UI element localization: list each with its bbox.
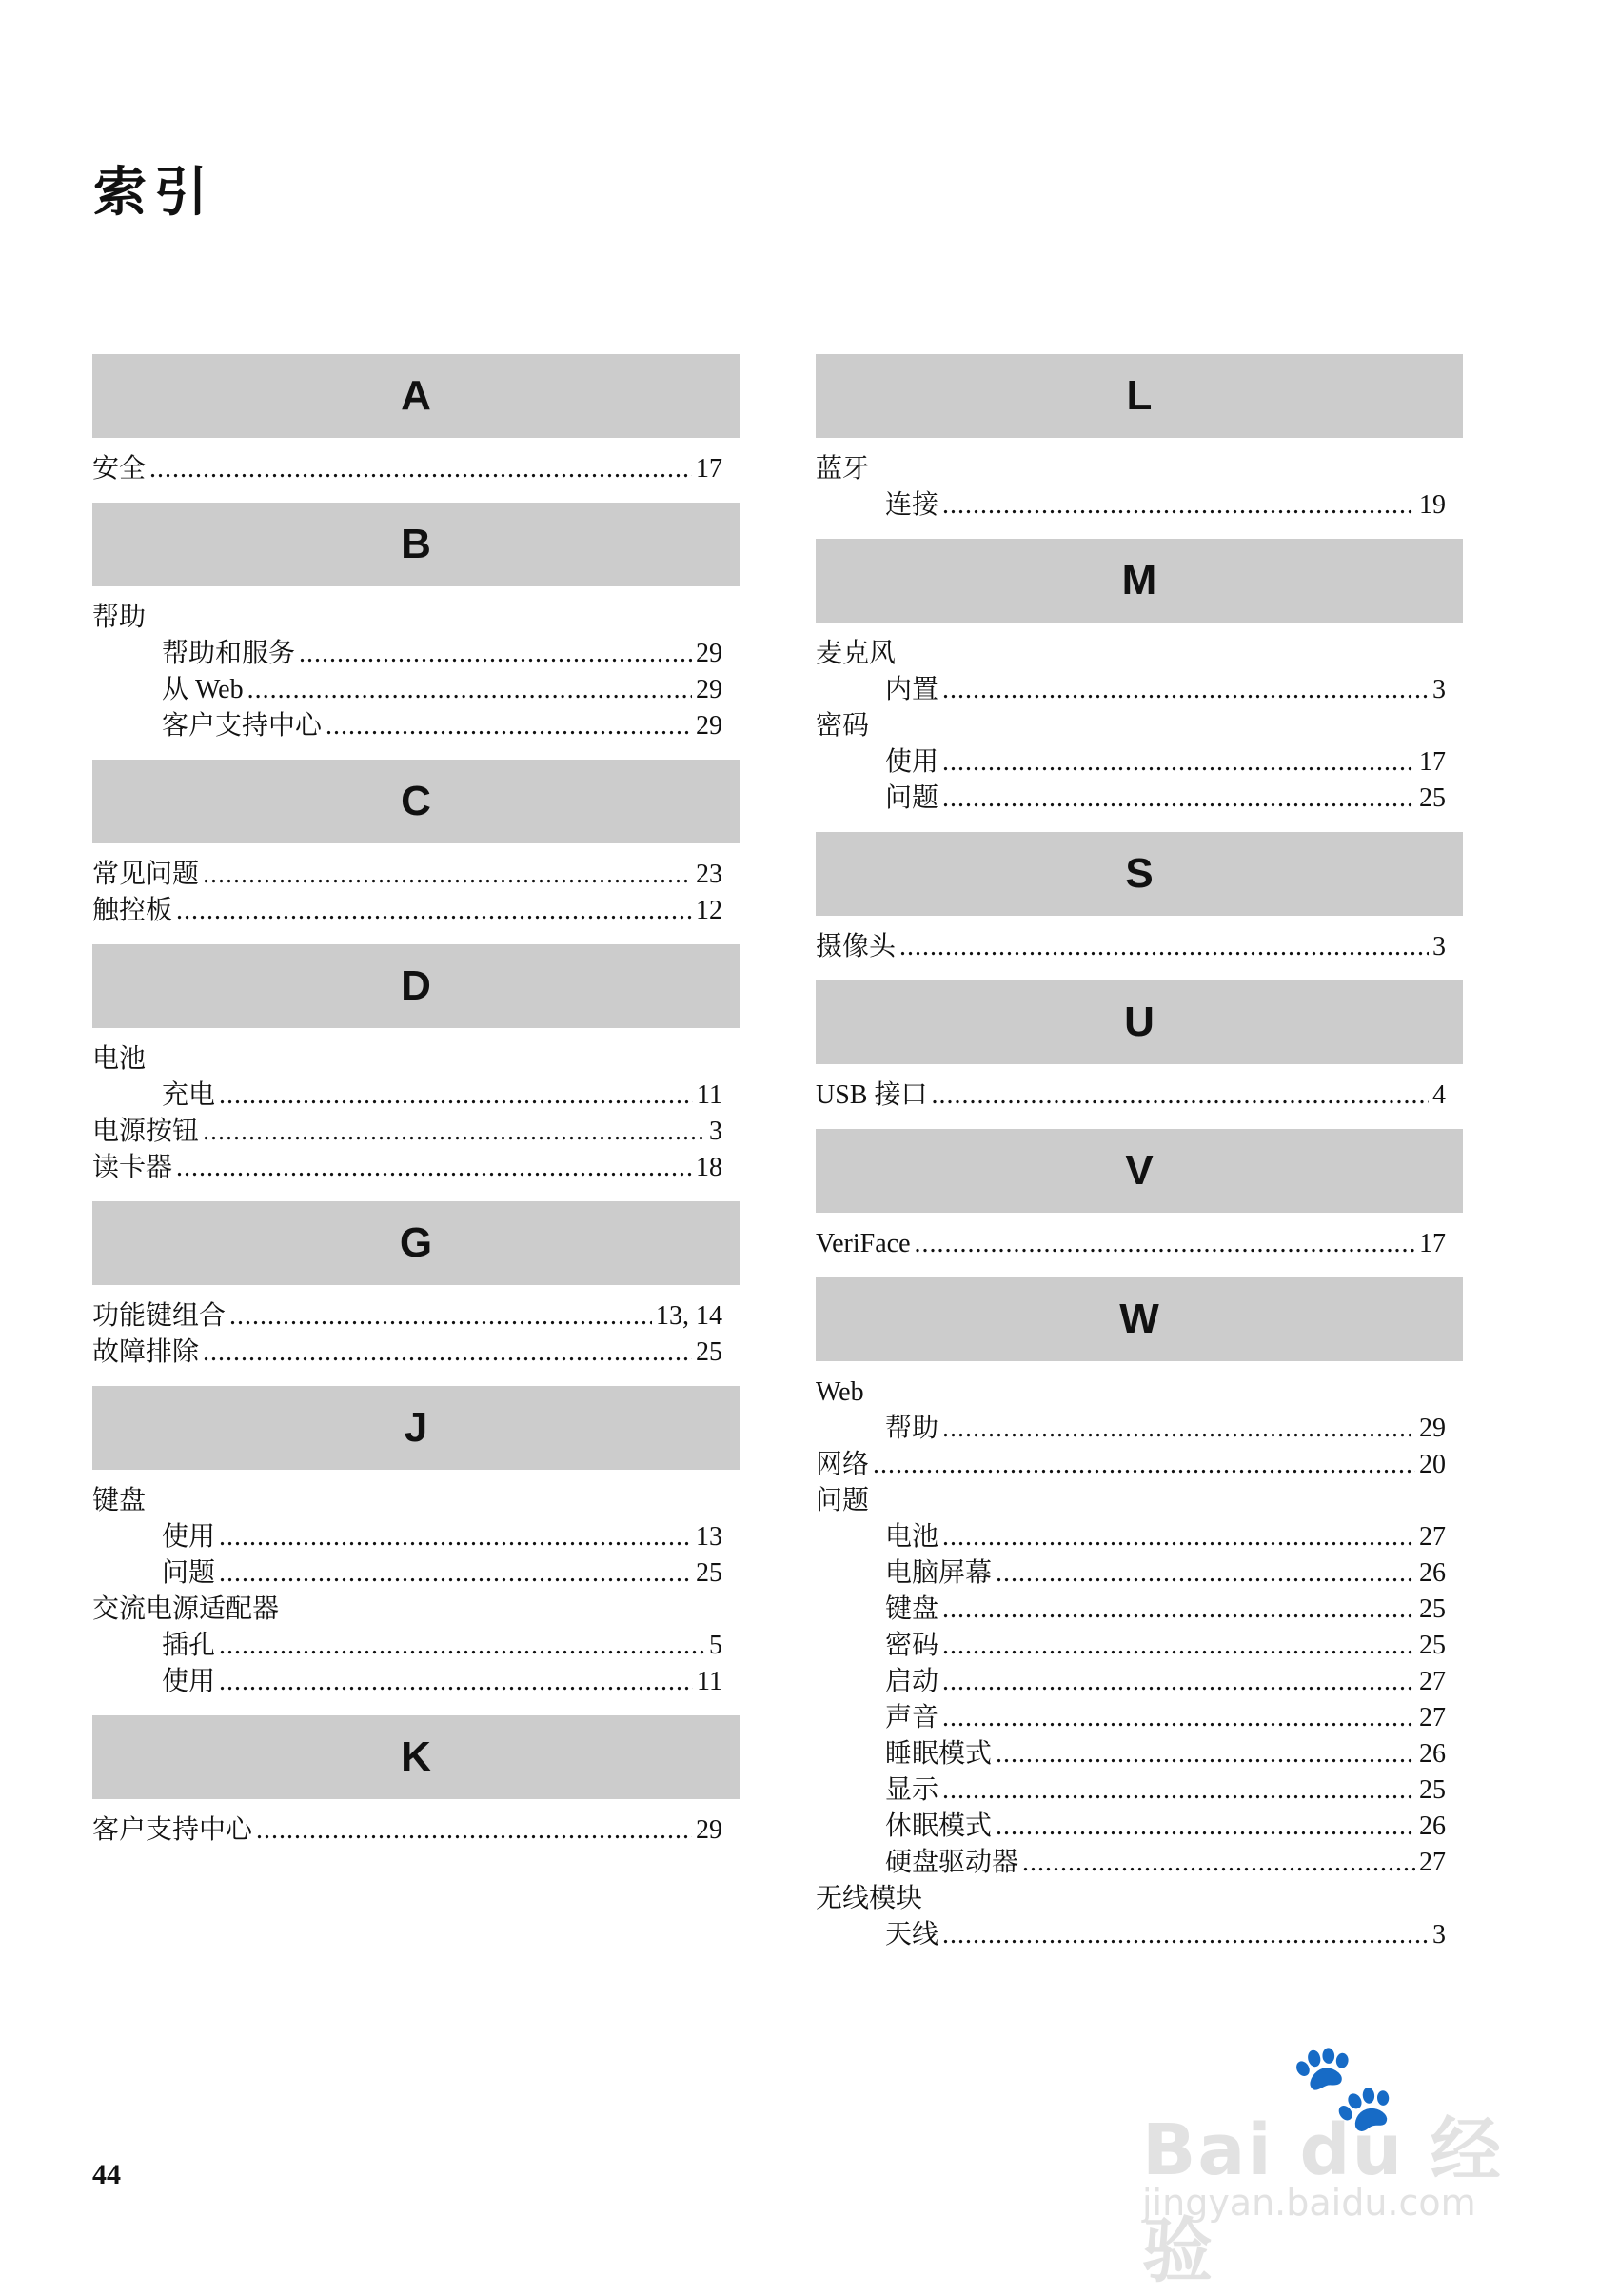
entry-label: 帮助和服务 (162, 639, 296, 668)
section-header-c: C (92, 760, 740, 843)
section-header-s: S (816, 832, 1463, 916)
index-subentry (816, 1628, 1446, 1664)
entry-label: 功能键组合 (92, 1301, 227, 1331)
entry-page-number: 11 (697, 1080, 722, 1110)
dot-leader (219, 1078, 693, 1114)
entry-label: 触控板 (92, 896, 173, 925)
entry-page-number: 17 (1419, 1229, 1446, 1258)
entry-label: USB 接口 (816, 1080, 928, 1110)
index-entry (816, 1375, 1463, 1411)
entry-page-number: 3 (1432, 675, 1446, 704)
paw-icon: 🐾 (1290, 2037, 1397, 2137)
dot-leader (942, 487, 1415, 524)
entry-page-number: 23 (696, 860, 722, 889)
entry-label: 连接 (885, 490, 939, 520)
entry-page-number: 3 (1432, 1920, 1446, 1950)
entry-page-number: 26 (1419, 1739, 1446, 1769)
dot-leader (931, 1078, 1429, 1114)
section-header-g: G (92, 1201, 740, 1285)
dot-leader (942, 1664, 1415, 1700)
entry-page-number: 25 (1419, 1594, 1446, 1624)
entry-page-number: 26 (1419, 1558, 1446, 1588)
baidu-watermark (1142, 2037, 1542, 2292)
index-subentry (816, 672, 1446, 708)
entry-page-number: 17 (1419, 747, 1446, 777)
entry-page-number: 3 (709, 1117, 722, 1146)
section-entries (816, 636, 1463, 817)
entry-label: 问题 (885, 783, 939, 813)
index-subentry (816, 1592, 1446, 1628)
entry-page-number: 20 (1419, 1450, 1446, 1479)
entry-label: Web (816, 1377, 864, 1407)
entry-page-number: 3 (1432, 932, 1446, 961)
entry-label: 密码 (816, 711, 870, 741)
dot-leader (942, 1519, 1415, 1555)
index-entry (92, 893, 722, 929)
index-entry (92, 600, 740, 636)
watermark-url: jingyan.baidu.com (1142, 2182, 1476, 2224)
dot-leader (942, 1628, 1415, 1664)
entry-label: 显示 (885, 1775, 939, 1805)
section-header-w: W (816, 1277, 1463, 1361)
index-entry (816, 636, 1463, 672)
dot-leader (247, 672, 692, 708)
entry-label: 内置 (885, 675, 939, 704)
section-header-b: B (92, 503, 740, 586)
index-subentry (816, 1845, 1446, 1881)
entry-label: 充电 (162, 1080, 216, 1110)
dot-leader (203, 857, 692, 893)
entry-page-number: 11 (697, 1667, 722, 1696)
dot-leader (1022, 1845, 1415, 1881)
dot-leader (219, 1664, 693, 1700)
index-entry (816, 1226, 1446, 1262)
entry-label: 密码 (885, 1631, 939, 1660)
entry-label: 天线 (885, 1920, 939, 1950)
dot-leader (942, 1411, 1415, 1447)
index-subentry (92, 1519, 722, 1555)
index-subentry (816, 1519, 1446, 1555)
index-subentry (92, 708, 722, 744)
index-entry (816, 1447, 1446, 1483)
dot-leader (203, 1335, 692, 1371)
section-entries (92, 1041, 740, 1186)
page-number: 44 (92, 2159, 121, 2190)
section-entries (816, 1078, 1463, 1114)
entry-page-number: 25 (1419, 1631, 1446, 1660)
entry-page-number: 27 (1419, 1522, 1446, 1552)
index-entry (92, 857, 722, 893)
entry-page-number: 19 (1419, 490, 1446, 520)
entry-page-number: 12 (696, 896, 722, 925)
entry-label: 网络 (816, 1450, 870, 1479)
dot-leader (942, 1772, 1415, 1809)
entry-label: 键盘 (92, 1486, 147, 1515)
dot-leader (873, 1447, 1415, 1483)
entry-page-number: 29 (696, 675, 722, 704)
entry-page-number: 18 (696, 1153, 722, 1182)
section-entries (92, 1483, 740, 1700)
entry-label: 读卡器 (92, 1153, 173, 1182)
page-title: 索引 (93, 162, 215, 224)
entry-label: 键盘 (885, 1594, 939, 1624)
entry-label: 帮助 (885, 1414, 939, 1443)
dot-leader (996, 1555, 1415, 1592)
index-subentry (816, 1555, 1446, 1592)
dot-leader (326, 708, 692, 744)
section-entries (92, 1298, 740, 1371)
index-subentry (816, 1411, 1446, 1447)
index-subentry (816, 1772, 1446, 1809)
entry-label: 电池 (92, 1044, 147, 1074)
entry-label: 电源按钮 (92, 1117, 200, 1146)
entry-label: 问题 (162, 1558, 216, 1588)
section-entries (92, 451, 740, 487)
section-entries (816, 1226, 1463, 1262)
section-header-m: M (816, 539, 1463, 623)
entry-label: 从 Web (162, 675, 244, 704)
entry-page-number: 27 (1419, 1703, 1446, 1732)
entry-page-number: 29 (696, 639, 722, 668)
dot-leader (219, 1555, 692, 1592)
index-column-right (816, 354, 1463, 1969)
section-header-a: A (92, 354, 740, 438)
dot-leader (942, 744, 1415, 781)
index-entry (816, 929, 1446, 965)
section-header-d: D (92, 944, 740, 1028)
entry-label: 麦克风 (816, 639, 897, 668)
index-subentry (92, 1664, 722, 1700)
section-header-j: J (92, 1386, 740, 1470)
section-header-u: U (816, 980, 1463, 1064)
section-entries (92, 1812, 740, 1849)
entry-label: 常见问题 (92, 860, 200, 889)
index-entry (92, 451, 722, 487)
dot-leader (942, 1700, 1415, 1736)
entry-label: 使用 (885, 747, 939, 777)
dot-leader (899, 929, 1429, 965)
dot-leader (176, 893, 692, 929)
dot-leader (229, 1298, 652, 1335)
dot-leader (942, 1917, 1429, 1953)
dot-leader (942, 1592, 1415, 1628)
index-subentry (816, 1736, 1446, 1772)
entry-page-number: 13, 14 (656, 1301, 722, 1331)
index-entry (92, 1812, 722, 1849)
entry-page-number: 27 (1419, 1848, 1446, 1877)
entry-label: 睡眠模式 (885, 1739, 993, 1769)
entry-page-number: 5 (709, 1631, 722, 1660)
section-entries (92, 600, 740, 744)
index-subentry (92, 1628, 722, 1664)
dot-leader (203, 1114, 705, 1150)
entry-label: 蓝牙 (816, 454, 870, 484)
entry-label: 交流电源适配器 (92, 1594, 280, 1624)
entry-page-number: 29 (1419, 1414, 1446, 1443)
entry-page-number: 29 (696, 1815, 722, 1845)
dot-leader (299, 636, 692, 672)
entry-label: 无线模块 (816, 1884, 923, 1913)
entry-page-number: 27 (1419, 1667, 1446, 1696)
entry-label: 硬盘驱动器 (885, 1848, 1019, 1877)
entry-label: 使用 (162, 1522, 216, 1552)
index-entry (92, 1114, 722, 1150)
entry-label: 电池 (885, 1522, 939, 1552)
index-subentry (816, 1917, 1446, 1953)
index-subentry (816, 744, 1446, 781)
dot-leader (149, 451, 692, 487)
section-entries (816, 929, 1463, 965)
index-entry (92, 1150, 722, 1186)
entry-page-number: 25 (696, 1337, 722, 1367)
dot-leader (219, 1628, 705, 1664)
entry-page-number: 25 (696, 1558, 722, 1588)
index-entry (816, 451, 1463, 487)
entry-page-number: 25 (1419, 783, 1446, 813)
dot-leader (256, 1812, 692, 1849)
index-subentry (92, 672, 722, 708)
dot-leader (942, 781, 1415, 817)
entry-label: 问题 (816, 1486, 870, 1515)
index-entry (816, 1483, 1463, 1519)
entry-label: 插孔 (162, 1631, 216, 1660)
watermark-logo: Bai du 经验 (1142, 2109, 1503, 2292)
index-column-left (92, 354, 740, 1864)
section-header-l: L (816, 354, 1463, 438)
index-subentry (816, 1809, 1446, 1845)
entry-label: 摄像头 (816, 932, 897, 961)
index-entry (92, 1592, 740, 1628)
dot-leader (219, 1519, 692, 1555)
index-subentry (816, 487, 1446, 524)
dot-leader (176, 1150, 692, 1186)
index-entry (92, 1483, 740, 1519)
index-subentry (816, 781, 1446, 817)
entry-label: 电脑屏幕 (885, 1558, 993, 1588)
entry-label: 声音 (885, 1703, 939, 1732)
entry-page-number: 29 (696, 711, 722, 741)
dot-leader (996, 1809, 1415, 1845)
entry-label: VeriFace (816, 1229, 911, 1258)
entry-label: 故障排除 (92, 1337, 200, 1367)
entry-label: 安全 (92, 454, 147, 484)
entry-label: 帮助 (92, 603, 147, 632)
entry-label: 客户支持中心 (92, 1815, 253, 1845)
dot-leader (996, 1736, 1415, 1772)
entry-label: 休眠模式 (885, 1811, 993, 1841)
index-entry (816, 708, 1463, 744)
index-subentry (92, 1078, 722, 1114)
entry-label: 使用 (162, 1667, 216, 1696)
entry-label: 启动 (885, 1667, 939, 1696)
entry-page-number: 25 (1419, 1775, 1446, 1805)
entry-page-number: 17 (696, 454, 722, 484)
dot-leader (915, 1226, 1415, 1262)
index-subentry (816, 1664, 1446, 1700)
dot-leader (942, 672, 1429, 708)
index-subentry (92, 636, 722, 672)
entry-page-number: 13 (696, 1522, 722, 1552)
index-entry (92, 1041, 740, 1078)
entry-page-number: 4 (1432, 1080, 1446, 1110)
entry-page-number: 26 (1419, 1811, 1446, 1841)
section-entries (92, 857, 740, 929)
section-header-k: K (92, 1715, 740, 1799)
section-header-v: V (816, 1129, 1463, 1213)
entry-label: 客户支持中心 (162, 711, 323, 741)
index-entry (92, 1298, 722, 1335)
index-subentry (816, 1700, 1446, 1736)
index-subentry (92, 1555, 722, 1592)
index-entry (816, 1078, 1446, 1114)
index-entry (92, 1335, 722, 1371)
section-entries (816, 1375, 1463, 1953)
section-entries (816, 451, 1463, 524)
index-entry (816, 1881, 1463, 1917)
